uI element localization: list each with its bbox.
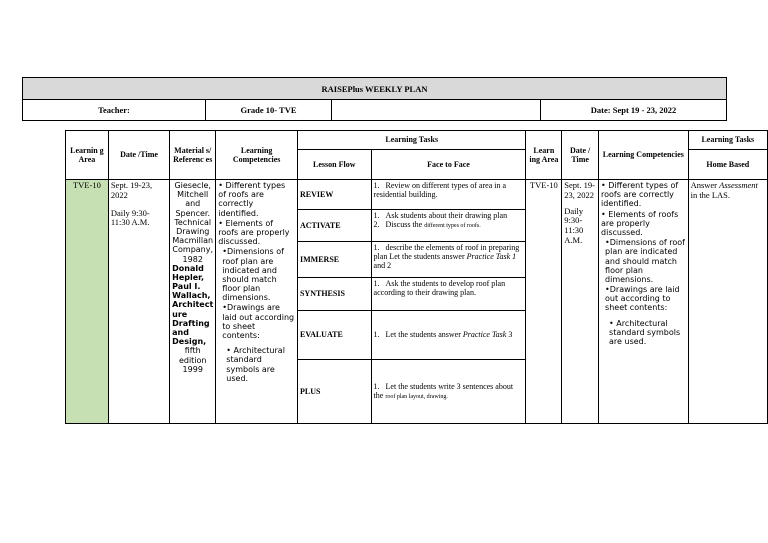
competency-item: • Elements of roofs are properly discussed. [218, 218, 290, 247]
th-date-time: Date /Time [108, 131, 169, 180]
task-evaluate: 1. Let the students answer Practice Task 3 [371, 311, 526, 360]
competencies-cell [216, 180, 298, 424]
task-plus: 1. Let the students write 3 sentences about the roof plan layout, drawing. [371, 360, 526, 424]
date-range: Sept. 19-23, 2022 [110, 180, 153, 200]
th-learning-tasks-2: Learning Tasks [688, 131, 767, 150]
competency-item: • Architectural standard symbols are used. [226, 346, 285, 383]
date-range-2: Sept. 19-23, 2022 [564, 180, 595, 200]
task-synthesis: 1. Ask the students to develop roof plan according to their drawing plan. [371, 278, 526, 311]
task-review: 1. Review on different types of area in a residential building. [371, 180, 526, 210]
time-range: Daily 9:30-11:30 A.M. [110, 207, 150, 228]
flow-plus: PLUS [297, 360, 371, 424]
th-learning-area-2: Learn ing Area [526, 131, 562, 180]
th-competencies-2: Learning Competencies [599, 131, 689, 180]
home-based-cell: Answer Assessment in the LAS. [688, 180, 767, 424]
th-learning-tasks: Learning Tasks [297, 131, 525, 150]
flow-immerse: IMMERSE [297, 242, 371, 278]
th-lesson-flow: Lesson Flow [297, 150, 371, 180]
competencies-cell-2 [599, 180, 689, 424]
reference-edition: fifth edition 1999 [178, 346, 207, 374]
plan-title: RAISEPlus WEEKLY PLAN [23, 78, 727, 100]
competency-item-2: •Dimensions of roof plan are indicated and should match floor plan dimensions. [605, 238, 685, 284]
plan-header [22, 77, 727, 121]
th-face-to-face: Face to Face [371, 150, 526, 180]
competency-item-2: • Different types of roofs are correctly identified. [601, 181, 679, 209]
th-materials: Material s/ Referenc es [170, 131, 216, 180]
learning-area-cell-2: TVE-10 [526, 180, 562, 424]
lesson-table [65, 130, 768, 424]
competency-item: •Dimensions of roof plan are indicated and should match floor plan dimensions. [222, 247, 284, 303]
th-competencies: Learning Competencies [216, 131, 298, 180]
date-time-cell-2 [562, 180, 599, 424]
competency-item: •Drawings are laid out according to sheet contents: [222, 303, 295, 340]
th-learning-area: Learnin g Area [66, 131, 109, 180]
materials-cell [170, 180, 216, 424]
flow-review: REVIEW [297, 180, 371, 210]
task-activate: 1. Ask students about their drawing plan 2. Discuss the different types of roofs. [371, 210, 526, 242]
reference-giesecle: Giesecle, Mitchell and Spencer. Technical Drawing Macmillan Company, 1982 [172, 181, 214, 264]
blank-cell [332, 100, 541, 121]
competency-item-2: • Elements of roofs are properly discussed. [601, 209, 679, 237]
flow-activate: ACTIVATE [297, 210, 371, 242]
flow-evaluate: EVALUATE [297, 311, 371, 360]
date-time-cell [108, 180, 169, 424]
reference-hepler: Donald Hepler, Paul I. Wallach, Architect ure Drafting and Design, [172, 263, 214, 347]
teacher-label: Teacher: [23, 100, 206, 121]
competency-item-2: • Architectural standard symbols are used. [609, 318, 681, 346]
learning-area-cell: TVE-10 [66, 180, 109, 424]
task-immerse: 1. describe the elements of roof in preparing plan Let the students answer Practice Task 1 and 2 [371, 242, 526, 278]
grade-cell: Grade 10- TVE [206, 100, 332, 121]
th-date-time-2: Date / Time [562, 131, 599, 180]
competency-item-2: •Drawings are laid out according to sheet contents: [605, 285, 680, 313]
competency-item: • Different types of roofs are correctly identified. [218, 181, 286, 218]
flow-synthesis: SYNTHESIS [297, 278, 371, 311]
date-cell: Date: Sept 19 - 23, 2022 [541, 100, 727, 121]
time-range-2: Daily 9:30-11:30 A.M. [564, 205, 584, 245]
th-home-based: Home Based [688, 150, 767, 180]
